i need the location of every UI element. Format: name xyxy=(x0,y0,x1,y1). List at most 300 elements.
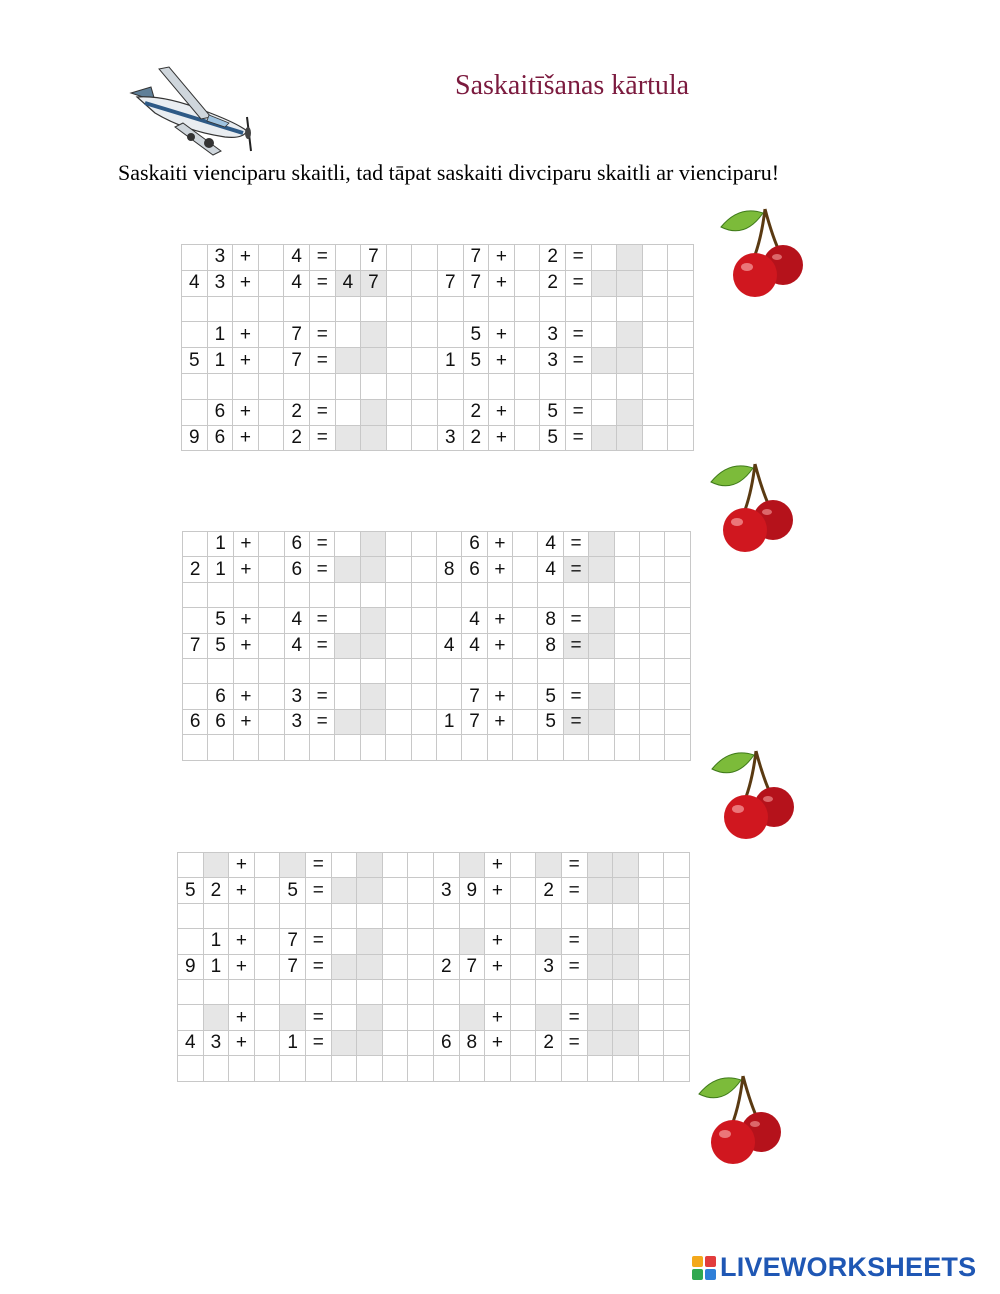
grid-cell: 5 xyxy=(208,634,233,659)
answer-box[interactable] xyxy=(592,426,618,452)
grid-cell xyxy=(259,634,284,659)
grid-cell: + xyxy=(485,955,511,980)
grid-cell xyxy=(513,735,538,760)
grid-cell: + xyxy=(233,322,259,348)
grid-cell xyxy=(540,297,566,323)
grid-cell: + xyxy=(233,271,259,297)
answer-box[interactable] xyxy=(361,684,386,709)
grid-cell: = xyxy=(562,1005,588,1030)
grid-cell xyxy=(643,245,669,271)
grid-cell xyxy=(387,374,413,400)
grid-cell: 7 xyxy=(464,271,490,297)
grid-cell xyxy=(204,1056,230,1081)
answer-box[interactable] xyxy=(589,608,614,633)
grid-cell: 7 xyxy=(361,271,387,297)
grid-cell xyxy=(386,710,411,735)
grid-cell: 5 xyxy=(540,400,566,426)
answer-box[interactable] xyxy=(617,426,643,452)
answer-box[interactable] xyxy=(361,322,387,348)
grid-cell xyxy=(615,608,640,633)
grid-cell: = xyxy=(562,878,588,903)
grid-cell xyxy=(564,583,589,608)
grid-cell xyxy=(208,297,234,323)
grid-cell: 2 xyxy=(284,426,310,452)
answer-box[interactable] xyxy=(335,634,360,659)
answer-box[interactable] xyxy=(613,1005,639,1030)
answer-box[interactable] xyxy=(204,1005,230,1030)
grid-cell xyxy=(462,583,487,608)
grid-cell: 3 xyxy=(536,955,562,980)
grid-cell: + xyxy=(234,684,259,709)
grid-cell xyxy=(515,245,541,271)
grid-cell xyxy=(233,297,259,323)
grid-cell: 4 xyxy=(284,271,310,297)
answer-box[interactable] xyxy=(361,710,386,735)
grid-cell: = xyxy=(306,853,332,878)
grid-cell xyxy=(639,1031,665,1056)
answer-box[interactable] xyxy=(357,878,383,903)
grid-cell xyxy=(178,929,204,954)
grid-cell: 7 xyxy=(284,348,310,374)
grid-cell: 7 xyxy=(183,634,208,659)
grid-cell xyxy=(665,684,690,709)
grid-cell: 9 xyxy=(460,878,486,903)
answer-box[interactable] xyxy=(460,853,486,878)
grid-cell: + xyxy=(489,322,515,348)
grid-cell xyxy=(668,245,694,271)
answer-box[interactable] xyxy=(361,608,386,633)
answer-box[interactable] xyxy=(589,684,614,709)
grid-cell xyxy=(386,557,411,582)
grid-cell xyxy=(310,735,335,760)
grid-cell: + xyxy=(229,1005,255,1030)
grid-cell: 3 xyxy=(434,878,460,903)
grid-cell: 2 xyxy=(204,878,230,903)
grid-cell xyxy=(361,374,387,400)
grid-cell xyxy=(280,980,306,1005)
answer-box[interactable] xyxy=(357,853,383,878)
grid-cell: + xyxy=(488,710,513,735)
grid-cell xyxy=(387,297,413,323)
grid-cell xyxy=(255,955,281,980)
grid-cell xyxy=(383,980,409,1005)
grid-cell xyxy=(639,1056,665,1081)
grid-cell: 2 xyxy=(464,400,490,426)
grid-cell: + xyxy=(489,245,515,271)
grid-cell xyxy=(259,583,284,608)
grid-cell: + xyxy=(488,557,513,582)
grid-cell xyxy=(332,980,358,1005)
grid-cell xyxy=(485,904,511,929)
grid-cell xyxy=(643,374,669,400)
grid-cell xyxy=(668,322,694,348)
grid-cell xyxy=(229,980,255,1005)
grid-cell xyxy=(183,608,208,633)
grid-cell xyxy=(588,1056,614,1081)
answer-box[interactable] xyxy=(589,634,614,659)
grid-cell xyxy=(284,374,310,400)
grid-cell: 4 xyxy=(178,1031,204,1056)
grid-cell: + xyxy=(229,955,255,980)
answer-box[interactable] xyxy=(617,400,643,426)
grid-cell: = xyxy=(310,634,335,659)
grid-cell xyxy=(386,659,411,684)
grid-cell xyxy=(562,980,588,1005)
answer-box[interactable] xyxy=(588,1005,614,1030)
grid-cell: 6 xyxy=(462,557,487,582)
grid-cell xyxy=(357,904,383,929)
grid-cell xyxy=(664,853,690,878)
grid-cell xyxy=(511,1056,537,1081)
answer-box[interactable] xyxy=(589,710,614,735)
grid-cell xyxy=(335,532,360,557)
answer-box[interactable] xyxy=(280,1005,306,1030)
grid-cell: 6 xyxy=(208,710,233,735)
grid-cell xyxy=(259,532,284,557)
grid-cell xyxy=(515,322,541,348)
grid-cell: 2 xyxy=(434,955,460,980)
grid-cell xyxy=(485,1056,511,1081)
grid-cell xyxy=(310,374,336,400)
grid-cell: + xyxy=(485,878,511,903)
answer-box[interactable] xyxy=(357,955,383,980)
answer-box[interactable] xyxy=(357,929,383,954)
grid-cell: 5 xyxy=(182,348,208,374)
grid-cell xyxy=(664,878,690,903)
grid-cell xyxy=(310,583,335,608)
grid-cell xyxy=(589,659,614,684)
grid-cell xyxy=(515,400,541,426)
grid-cell xyxy=(665,608,690,633)
grid-cell: + xyxy=(233,245,259,271)
grid-cell xyxy=(513,710,538,735)
grid-cell xyxy=(178,1056,204,1081)
grid-cell xyxy=(361,297,387,323)
answer-box[interactable] xyxy=(332,878,358,903)
grid-cell xyxy=(664,980,690,1005)
grid-cell: 1 xyxy=(204,955,230,980)
grid-cell xyxy=(259,297,285,323)
grid-cell: 6 xyxy=(208,684,233,709)
grid-cell xyxy=(386,634,411,659)
grid-cell: 6 xyxy=(208,400,234,426)
grid-cell xyxy=(306,904,332,929)
grid-cell xyxy=(335,659,360,684)
grid-cell xyxy=(665,634,690,659)
grid-cell xyxy=(639,904,665,929)
grid-cell: 2 xyxy=(540,245,566,271)
exercise-grid-3 xyxy=(177,852,690,1082)
logo-text: LIVEWORKSHEETS xyxy=(720,1252,977,1282)
grid-cell xyxy=(208,659,233,684)
answer-box[interactable] xyxy=(588,878,614,903)
grid-cell xyxy=(255,929,281,954)
grid-cell xyxy=(485,980,511,1005)
grid-cell xyxy=(306,1056,332,1081)
grid-cell xyxy=(183,659,208,684)
instructions-text: Saskaiti vienciparu skaitli, tad tāpat saskaiti divciparu skaitli ar vienciparu! xyxy=(118,160,780,185)
grid-cell xyxy=(255,1005,281,1030)
grid-cell: 4 xyxy=(462,634,487,659)
answer-box[interactable] xyxy=(357,1005,383,1030)
grid-cell xyxy=(434,1056,460,1081)
grid-cell xyxy=(511,1031,537,1056)
page-title: Saskaitīšanas kārtula xyxy=(455,70,690,101)
answer-box[interactable] xyxy=(613,878,639,903)
grid-cell xyxy=(412,322,438,348)
grid-cell xyxy=(460,904,486,929)
grid-cell xyxy=(511,853,537,878)
grid-cell xyxy=(438,297,464,323)
grid-cell xyxy=(538,735,563,760)
grid-cell: = xyxy=(564,532,589,557)
grid-cell xyxy=(259,348,285,374)
grid-cell xyxy=(412,659,437,684)
answer-box[interactable] xyxy=(613,929,639,954)
grid-cell: 2 xyxy=(536,878,562,903)
answer-box[interactable] xyxy=(613,955,639,980)
grid-cell xyxy=(438,245,464,271)
grid-cell xyxy=(412,532,437,557)
grid-cell xyxy=(259,426,285,452)
grid-cell: 7 xyxy=(361,245,387,271)
grid-cell xyxy=(259,659,284,684)
grid-cell xyxy=(664,904,690,929)
grid-cell xyxy=(511,980,537,1005)
grid-cell xyxy=(434,904,460,929)
grid-cell: + xyxy=(489,348,515,374)
grid-cell: 5 xyxy=(538,684,563,709)
grid-cell xyxy=(639,955,665,980)
grid-cell: = xyxy=(566,245,592,271)
grid-cell: + xyxy=(233,400,259,426)
answer-box[interactable] xyxy=(592,348,618,374)
grid-cell xyxy=(489,297,515,323)
grid-cell xyxy=(511,1005,537,1030)
answer-box[interactable] xyxy=(613,1031,639,1056)
grid-cell xyxy=(182,245,208,271)
answer-box[interactable] xyxy=(335,710,360,735)
grid-cell xyxy=(668,348,694,374)
grid-cell: 7 xyxy=(280,955,306,980)
grid-cell xyxy=(665,583,690,608)
grid-cell xyxy=(383,1031,409,1056)
answer-box[interactable] xyxy=(460,929,486,954)
grid-cell xyxy=(183,684,208,709)
grid-cell: 4 xyxy=(285,608,310,633)
grid-cell xyxy=(643,400,669,426)
grid-cell xyxy=(387,348,413,374)
grid-cell xyxy=(285,659,310,684)
grid-cell xyxy=(615,684,640,709)
grid-cell: 7 xyxy=(460,955,486,980)
grid-cell: = xyxy=(566,426,592,452)
grid-cell xyxy=(335,684,360,709)
answer-box[interactable] xyxy=(361,557,386,582)
grid-cell xyxy=(437,684,462,709)
answer-box[interactable] xyxy=(335,557,360,582)
grid-cell xyxy=(615,557,640,582)
answer-box[interactable] xyxy=(588,929,614,954)
grid-cell xyxy=(664,1031,690,1056)
grid-cell: + xyxy=(229,853,255,878)
grid-cell xyxy=(408,853,434,878)
answer-box[interactable] xyxy=(361,634,386,659)
grid-cell xyxy=(617,297,643,323)
grid-cell: + xyxy=(489,400,515,426)
grid-cell xyxy=(538,659,563,684)
grid-cell: = xyxy=(310,426,336,452)
answer-box[interactable] xyxy=(460,1005,486,1030)
grid-cell xyxy=(513,684,538,709)
grid-cell xyxy=(639,929,665,954)
answer-box[interactable] xyxy=(361,348,387,374)
cherry-icon xyxy=(705,458,805,558)
grid-cell xyxy=(562,904,588,929)
grid-cell xyxy=(412,735,437,760)
grid-cell xyxy=(640,735,665,760)
grid-cell xyxy=(361,583,386,608)
answer-box[interactable] xyxy=(588,1031,614,1056)
answer-box[interactable] xyxy=(536,1005,562,1030)
grid-cell: 5 xyxy=(538,710,563,735)
cherry-icon xyxy=(693,1070,793,1170)
grid-cell: 3 xyxy=(285,684,310,709)
grid-cell: = xyxy=(306,955,332,980)
grid-cell xyxy=(640,583,665,608)
grid-cell xyxy=(386,583,411,608)
grid-cell xyxy=(639,853,665,878)
grid-cell: + xyxy=(234,710,259,735)
grid-cell xyxy=(462,659,487,684)
grid-cell xyxy=(335,735,360,760)
answer-box[interactable] xyxy=(592,271,618,297)
answer-box[interactable] xyxy=(332,1031,358,1056)
grid-cell xyxy=(361,659,386,684)
grid-cell: 4 xyxy=(437,634,462,659)
grid-cell: = xyxy=(310,245,336,271)
grid-cell xyxy=(255,878,281,903)
grid-cell: + xyxy=(233,348,259,374)
answer-box[interactable] xyxy=(617,271,643,297)
grid-cell xyxy=(592,374,618,400)
grid-cell: 3 xyxy=(285,710,310,735)
answer-box[interactable] xyxy=(357,1031,383,1056)
grid-cell: + xyxy=(489,426,515,452)
grid-cell: 4 xyxy=(462,608,487,633)
answer-box[interactable] xyxy=(536,853,562,878)
grid-cell xyxy=(613,1056,639,1081)
grid-cell xyxy=(412,400,438,426)
grid-cell xyxy=(434,1005,460,1030)
answer-box[interactable] xyxy=(361,400,387,426)
grid-cell xyxy=(336,400,362,426)
grid-cell xyxy=(640,634,665,659)
answer-box[interactable] xyxy=(332,955,358,980)
grid-cell: 1 xyxy=(208,532,233,557)
grid-cell xyxy=(540,374,566,400)
grid-cell: 6 xyxy=(285,557,310,582)
answer-box[interactable] xyxy=(361,532,386,557)
answer-box[interactable] xyxy=(617,245,643,271)
grid-cell: 4 xyxy=(182,271,208,297)
grid-cell xyxy=(412,583,437,608)
grid-cell xyxy=(536,904,562,929)
grid-cell xyxy=(664,1005,690,1030)
grid-cell xyxy=(412,557,437,582)
grid-cell: + xyxy=(485,1031,511,1056)
grid-cell: + xyxy=(485,853,511,878)
grid-cell xyxy=(386,735,411,760)
answer-box[interactable] xyxy=(361,426,387,452)
grid-cell xyxy=(387,322,413,348)
grid-cell xyxy=(310,297,336,323)
answer-box[interactable] xyxy=(204,853,230,878)
answer-box[interactable] xyxy=(589,557,614,582)
grid-cell xyxy=(285,583,310,608)
grid-cell: + xyxy=(488,634,513,659)
grid-cell: = xyxy=(310,557,335,582)
grid-cell xyxy=(615,735,640,760)
answer-box[interactable] xyxy=(613,853,639,878)
grid-cell: = xyxy=(564,684,589,709)
grid-cell xyxy=(285,735,310,760)
grid-cell xyxy=(564,735,589,760)
grid-cell: 5 xyxy=(280,878,306,903)
grid-cell xyxy=(488,659,513,684)
grid-cell xyxy=(665,735,690,760)
answer-box[interactable] xyxy=(589,532,614,557)
answer-box[interactable] xyxy=(588,853,614,878)
grid-cell: 3 xyxy=(540,348,566,374)
answer-box[interactable] xyxy=(336,348,362,374)
grid-cell: 7 xyxy=(438,271,464,297)
grid-cell: 5 xyxy=(178,878,204,903)
grid-cell: 8 xyxy=(538,608,563,633)
grid-cell: 6 xyxy=(285,532,310,557)
grid-cell xyxy=(488,583,513,608)
grid-cell xyxy=(640,608,665,633)
grid-cell: = xyxy=(310,348,336,374)
grid-cell: 6 xyxy=(208,426,234,452)
grid-cell xyxy=(412,348,438,374)
grid-cell xyxy=(383,1056,409,1081)
grid-cell xyxy=(178,853,204,878)
grid-cell xyxy=(564,659,589,684)
answer-box[interactable] xyxy=(280,853,306,878)
answer-box[interactable] xyxy=(336,426,362,452)
grid-cell xyxy=(664,1056,690,1081)
grid-cell xyxy=(383,1005,409,1030)
grid-cell xyxy=(434,853,460,878)
grid-cell xyxy=(408,929,434,954)
answer-box[interactable] xyxy=(617,322,643,348)
grid-cell xyxy=(437,735,462,760)
answer-box[interactable] xyxy=(536,929,562,954)
answer-box[interactable] xyxy=(617,348,643,374)
grid-cell: 8 xyxy=(460,1031,486,1056)
grid-cell: = xyxy=(562,955,588,980)
grid-cell xyxy=(639,1005,665,1030)
grid-cell xyxy=(640,684,665,709)
grid-cell xyxy=(589,583,614,608)
grid-cell xyxy=(488,735,513,760)
grid-cell xyxy=(437,659,462,684)
grid-cell xyxy=(332,904,358,929)
grid-cell: = xyxy=(562,929,588,954)
answer-box[interactable] xyxy=(588,955,614,980)
grid-cell xyxy=(386,608,411,633)
